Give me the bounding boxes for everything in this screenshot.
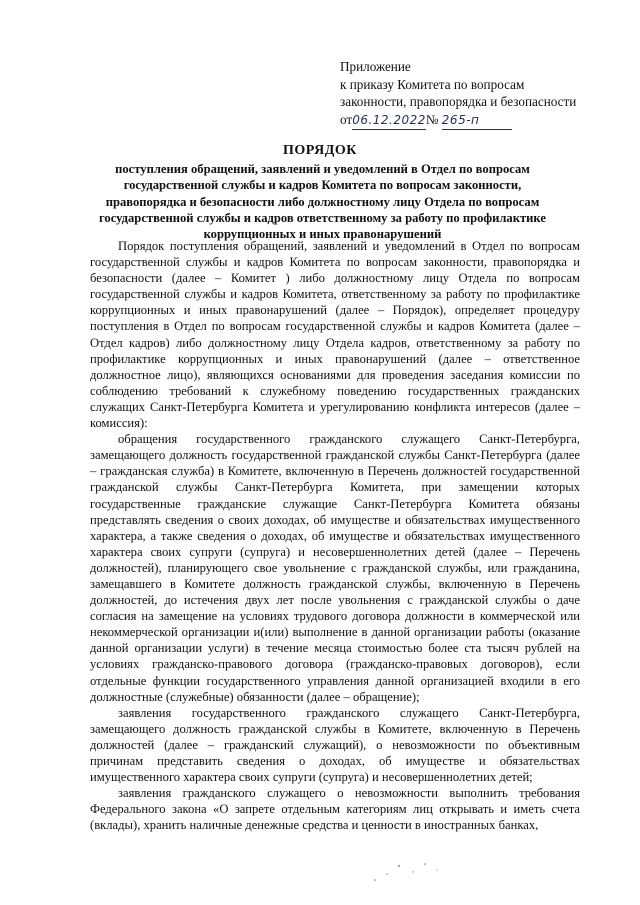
document-subtitle [95,161,550,242]
document-title: ПОРЯДОК [283,143,357,158]
appendix-date-line [340,111,600,131]
scan-specks [365,858,455,888]
paragraph-statement-income: заявления государственного гражданского служащего Санкт-Петербурга, замещающего должность гражданской службы в Комитете, включенную в Перечень должностей (далее – гражданский служащий), о невозможности по объективным причинам представить сведения о доходах, об имуществе и обязательствах имущественного характера своих супруги (супруга) и несовершеннолетних детей; [90,705,580,785]
subtitle-line: правопорядка и безопасности либо должностному лицу Отдела по вопросам [105,194,540,209]
handwritten-date: 06.12.2022 [352,112,426,131]
appendix-line-1: Приложение [340,59,411,74]
subtitle-line: коррупционных и иных правонарушений [203,227,442,242]
paragraph-appeal: обращения государственного гражданского служащего Санкт-Петербурга, замещающего должность государственной гражданской службы Санкт-Петербурга (далее – гражданская служба) в Комитете, включенную в Перечень должностей государственной гражданской службы Санкт-Петербурга Комитета, при замещении которых государственные гражданские служащие Санкт-Петербурга Комитета обязаны представлять сведения о своих доходах, об имуществе и обязательствах имущественного характера, а также сведения о доходах, об имуществе и обязательствах имущественного характера своих супруги (супруга) и несовершеннолетних детей (далее – Перечень должностей), планирующего свое увольнение с гражданской службы, или гражданина, замещавшего в Комитете должность гражданской службы, включенную в Перечень должностей, до истечения двух лет после увольнения с гражданской службы о даче согласия на замещение на условиях трудового договора должности в коммерческой или некоммерческой организации и(или) выполнение в данной организации работы (оказание данной организации услуги) в течение месяца стоимостью более ста тысяч рублей на условиях гражданско-правового договора (гражданско-правовых договоров), если отдельные функции государственного управления данной организацией входили в его должностные (служебные) обязанности (далее – обращение); [90,432,580,704]
document-body [90,238,580,833]
paragraph-intro: Порядок поступления обращений, заявлений и уведомлений в Отдел по вопросам государственной службы и кадров Комитета по вопросам законности, правопорядка и безопасности (далее – Комитет ) либо должностному лицу Отдела по вопросам государственной службы и кадров Комитета, ответственному за работу по профилактике коррупционных и иных правонарушений (далее – Порядок), определяет процедуру поступления в Отдел по вопросам государственной службы и кадров Комитета (далее – Отдел кадров) либо должностному лицу Отдела кадров, ответственному за работу по профилактике коррупционных и иных правонарушений (далее – ответственное должностное лицо), являющихся основаниями для проведения заседания комиссии по соблюдению требований к служебному поведению государственных гражданских служащих Санкт-Петербурга Комитета и урегулированию конфликта интересов (далее – комиссия): [90,239,580,431]
subtitle-line: поступления обращений, заявлений и уведомлений в Отдел по вопросам [115,162,530,176]
subtitle-line: государственной службы и кадров Комитета по вопросам законности, [123,178,522,193]
date-prefix: от [340,111,353,127]
handwritten-number: 265-п [442,112,512,131]
appendix-line-2: к приказу Комитета по вопросам [340,76,525,92]
appendix-line-3: законности, правопорядка и безопасности [340,94,577,109]
appendix-header [340,58,600,130]
paragraph-statement-federal-law: заявления гражданского служащего о невозможности выполнить требования Федерального закона «О запрете отдельным категориям лиц открывать и иметь счета (вклады), хранить наличные денежные средства и ценности в иностранных банках, [90,786,580,833]
number-prefix: № [425,111,439,127]
subtitle-line: государственной службы и кадров ответственному за работу по профилактике [99,210,546,225]
